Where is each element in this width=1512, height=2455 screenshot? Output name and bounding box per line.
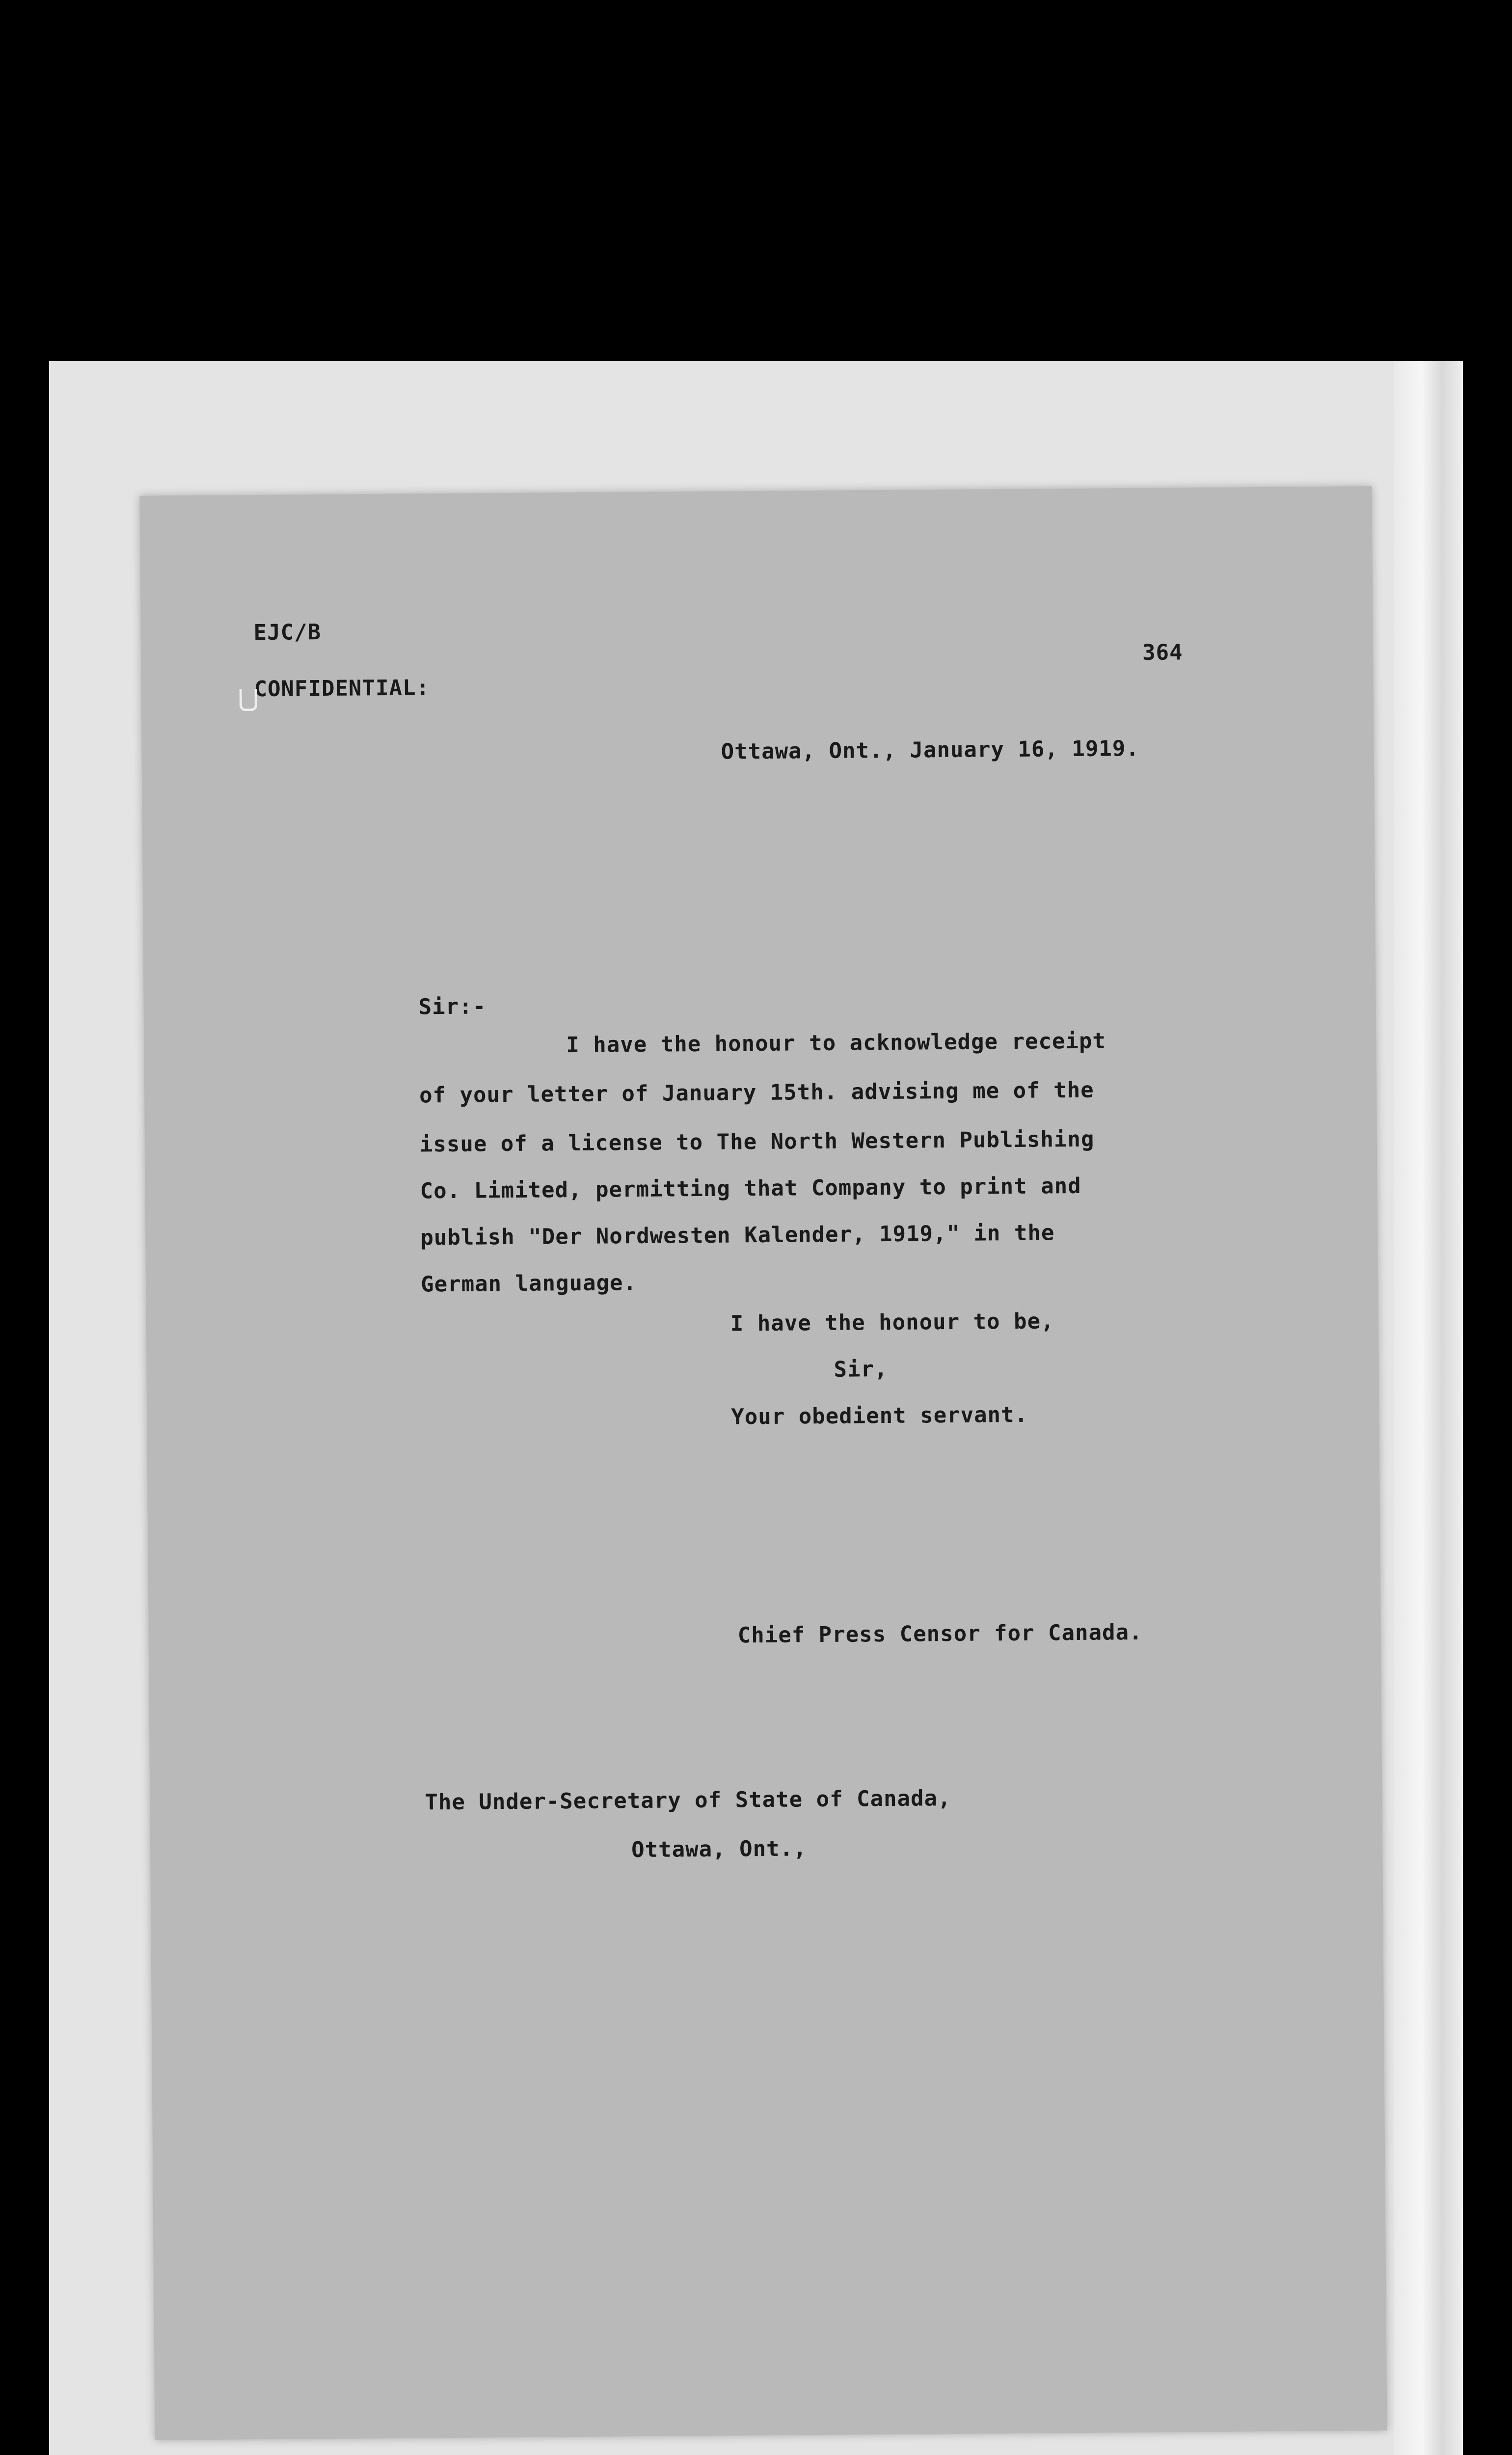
letter-closing-line: Sir, <box>834 1357 888 1382</box>
handwritten-check-mark <box>240 689 257 711</box>
letter-body-line: Co. Limited, permitting that Company to print and <box>420 1173 1081 1204</box>
letter-signature: Chief Press Censor for Canada. <box>737 1619 1143 1648</box>
letter-closing-line: Your obedient servant. <box>731 1402 1028 1430</box>
letter-body-line: German language. <box>420 1270 637 1297</box>
letter-closing-line: I have the honour to be, <box>730 1309 1054 1337</box>
letter-body-line: of your letter of January 15th. advising me of the <box>419 1077 1094 1108</box>
letter-body-line: I have the honour to acknowledge receipt <box>566 1028 1107 1058</box>
mount-board-edge <box>1394 361 1463 2455</box>
letter-salutation: Sir:- <box>418 994 486 1020</box>
letter-classification: CONFIDENTIAL: <box>254 675 430 702</box>
letter-file-number: 364 <box>1142 640 1183 665</box>
letter-addressee-line: The Under-Secretary of State of Canada, <box>425 1786 951 1815</box>
letter-reference: EJC/B <box>253 620 322 646</box>
letter-body-line: issue of a license to The North Western Publishing <box>419 1126 1095 1157</box>
letter-addressee-line: Ottawa, Ont., <box>631 1836 807 1863</box>
letter-body-line: publish "Der Nordwesten Kalender, 1919," in the <box>420 1220 1055 1251</box>
letter-place-date: Ottawa, Ont., January 16, 1919. <box>721 736 1139 764</box>
letter-page <box>139 486 1387 2440</box>
